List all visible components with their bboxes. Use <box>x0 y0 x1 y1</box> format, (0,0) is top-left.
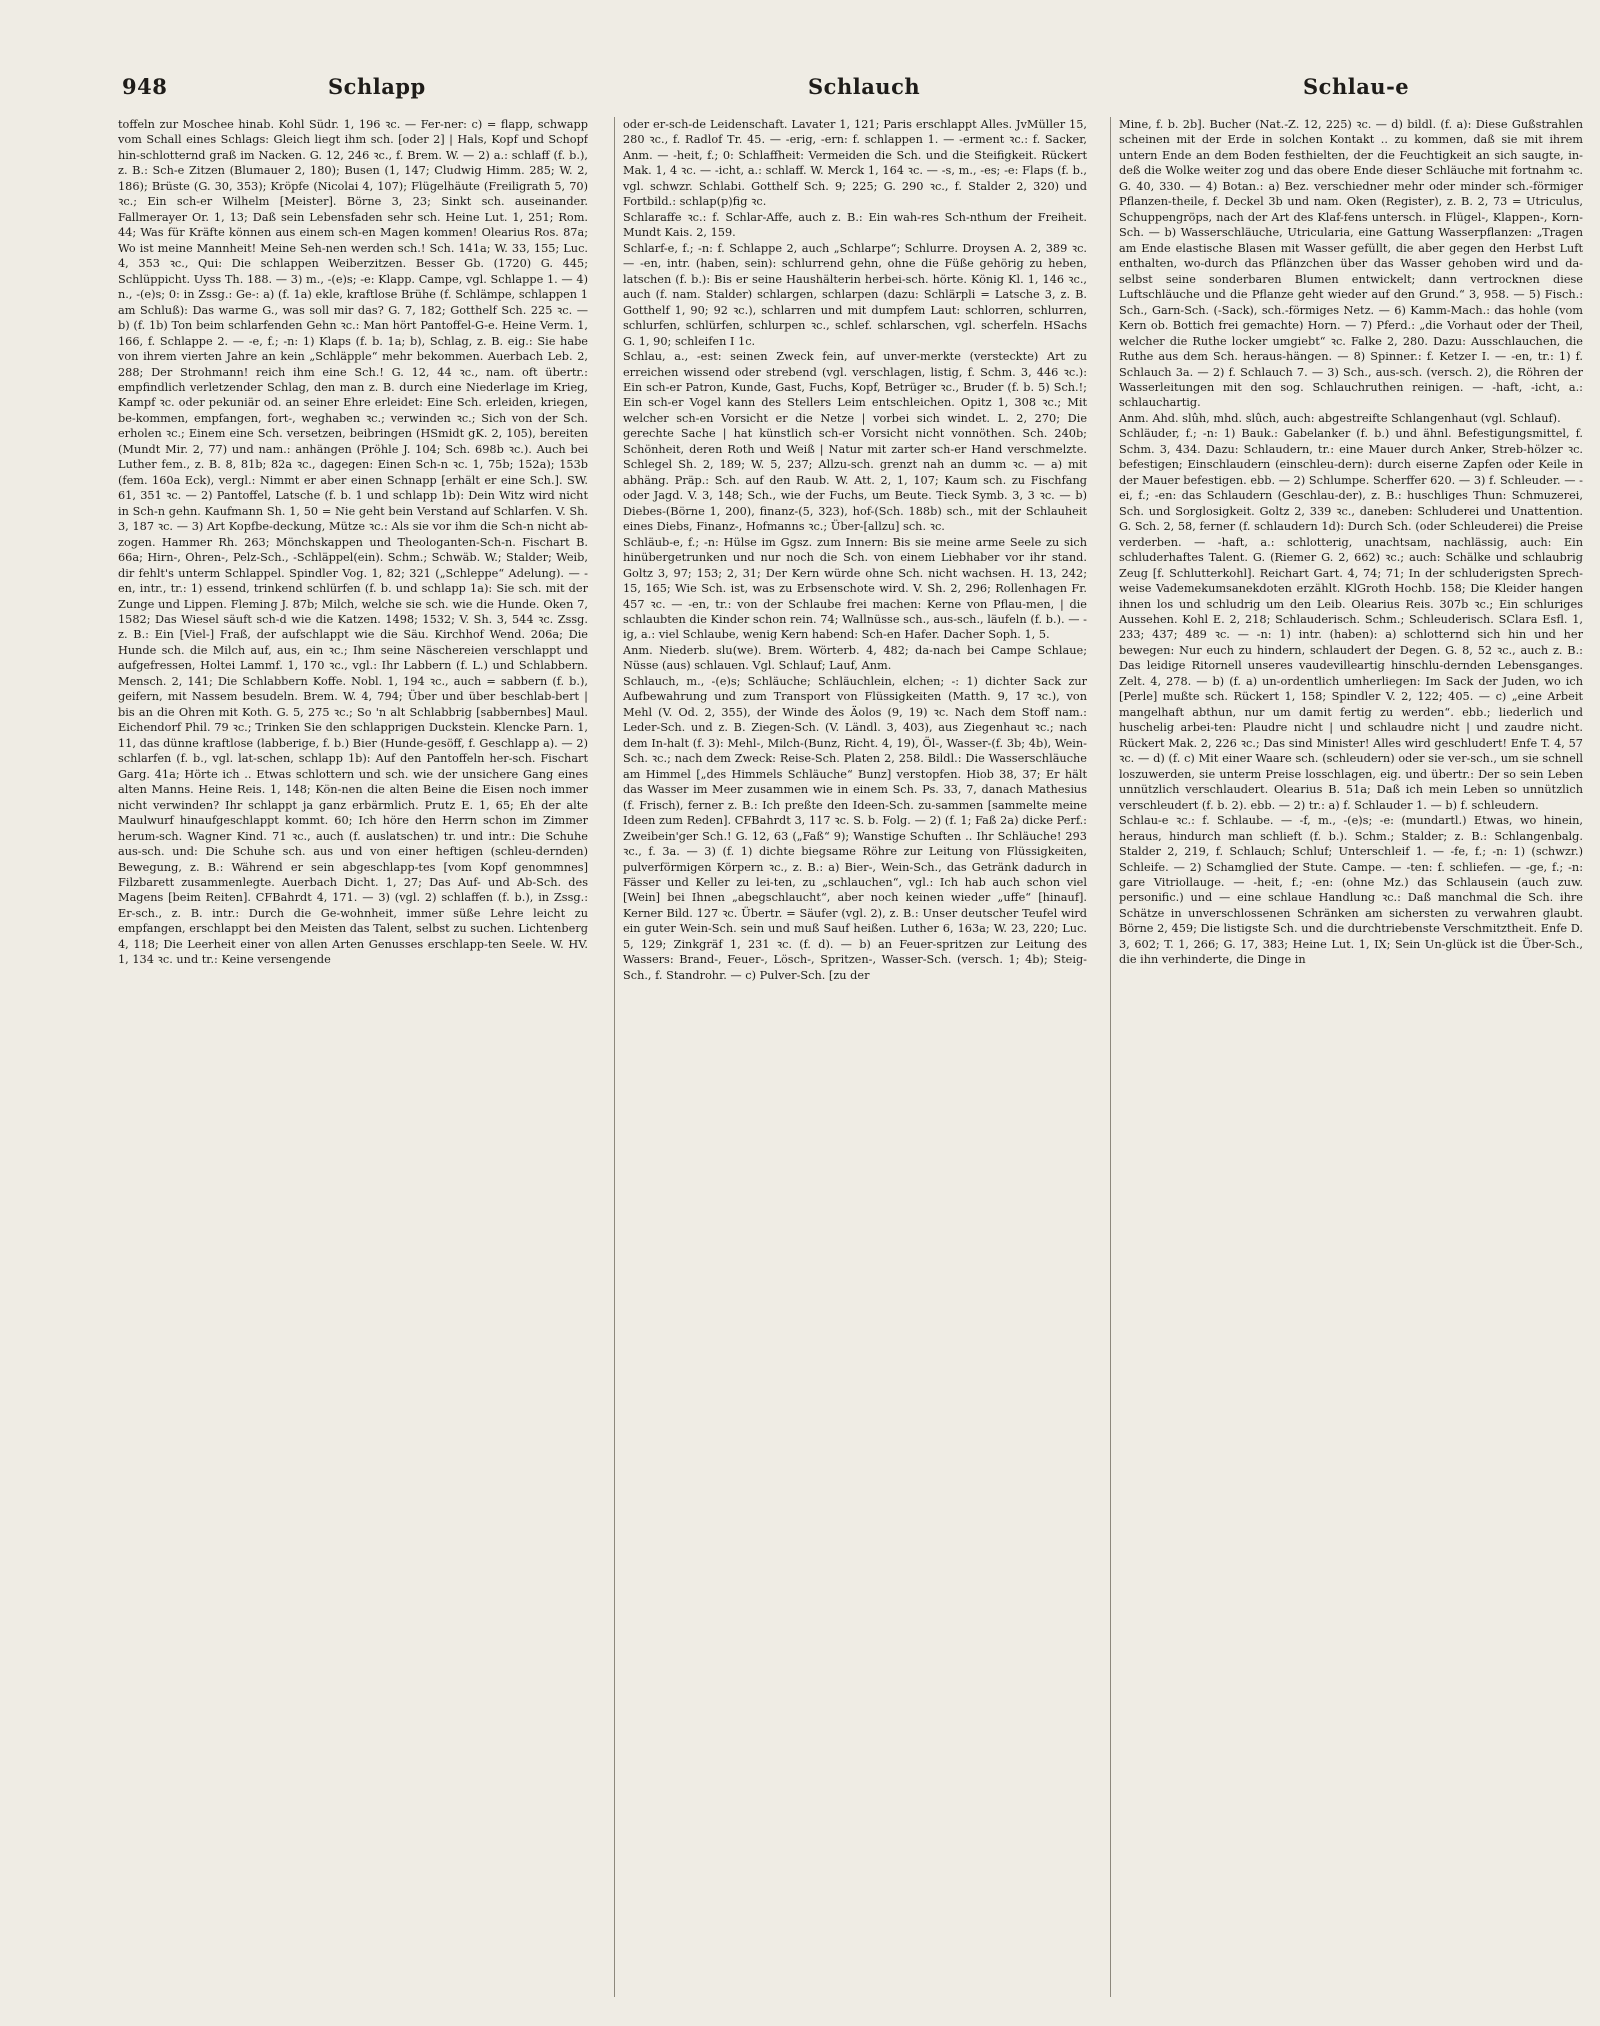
page-header <box>118 74 1578 108</box>
right-running-head: Schlau-e <box>1303 74 1410 99</box>
left-running-head: Schlapp <box>328 74 426 99</box>
paragraph: Schlau-e ꝛc.: f. Schlaube. — -f, m., -(e)s; -e: (mundartl.) Etwas, wo hinein, heraus, hindurch man schlieft (f. b.). Schm.; Stalder; z. B.: Schlangenbalg. Stalder 2, 219, f. Schlauch; Schluf; Unterschleif 1. — -fe, f.; -n: 1) (schwzr.) Schleife. — 2) Schamglied der Stute. Campe. — -ten: f. schliefen. — -ge, f.; -n: gare Vitriollauge. — -heit, f.; -en: (ohne Mz.) das Schlausein (auch zuw. personific.) und — eine schlaue Handlung ꝛc.: Daß manchmal die Sch. ihre Schätze in unverschlossenen Schränken am sichersten zu verwahren glaubt. Börne 2, 459; Die listigste Sch. und die durchtriebenste Verschmitztheit. Enfe D. 3, 602; T. 1, 266; G. 17, 383; Heine Lut. 1, IX; Sein Un-glück ist die Über-Sch., die ihn verhinderte, die Dinge in <box>1119 814 1583 967</box>
paragraph: toffeln zur Moschee hinab. Kohl Südr. 1, 196 ꝛc. — Fer-ner: c) = flapp, schwapp vom Schall eines Schlags: Gleich liegt ihm sch. [oder 2] | Hals, Kopf und Schopf hin-schlotternd graß im Nacken. G. 12, 246 ꝛc., f. Brem. W. — 2) a.: schlaff (f. b.), z. B.: Sch-e Zitzen (Blumauer 2, 180); Busen (1, 147; Cludwig Himm. 285; W. 2, 186); Brüste (G. 30, 353); Kröpfe (Nicolai 4, 107); Flügelhäute (Freiligrath 5, 70) ꝛc.; Ein sch-er Wilhelm [Meister]. Börne 3, 23; Sinkt sch. auseinander. Fallmerayer Or. 1, 13; Daß sein Lebensfaden sehr sch. Heine Lut. 1, 251; Rom. 44; Was für Kräfte können aus einem sch-en Magen kommen! Olearius Ros. 87a; Wo ist meine Mannheit! Meine Seh-nen werden sch.! Sch. 141a; W. 33, 155; Luc. 4, 353 ꝛc., Qui: Die schlappen Weiberzitzen. Besser Gb. (1720) G. 445; Schlüppicht. Uyss Th. 188. — 3) m., -(e)s; -e: Klapp. Campe, vgl. Schlappe 1. — 4) n., -(e)s; 0: in Zssg.: Ge-: a) (f. 1a) ekle, kraftlose Brühe (f. Schlämpe, schlappen 1 am Schluß): Das warme G., was soll mir das? G. 7, 182; Gotthelf Sch. 225 ꝛc. — b) (f. 1b) Ton beim schlarfenden Gehn ꝛc.: Man hört Pantoffel-G-e. Heine Verm. 1, 166, f. Schlappe 2. — -e, f.; -n: 1) Klaps (f. b. 1a; b), Schlag, z. B. eig.: Sie habe von ihrem vierten Jahre an kein „Schläpple“ mehr bekommen. Auerbach Leb. 2, 288; Der Strohmann! reich ihm eine Sch.! G. 12, 44 ꝛc., nam. oft übertr.: empfindlich verletzender Schlag, den man z. B. durch eine Niederlage im Krieg, Kampf ꝛc. oder pekuniär od. an seiner Ehre erleidet: Eine Sch. erleiden, kriegen, be-kommen, empfangen, fort-, weghaben ꝛc.; verwinden ꝛc.; Sich von der Sch. erholen ꝛc.; Einem eine Sch. versetzen, beibringen (HSmidt gK. 2, 105), bereiten (Mundt Mir. 2, 77) und nam.: anhängen (Pröhle J. 104; Sch. 698b ꝛc.). Auch bei Luther fem., z. B. 8, 81b; 82a ꝛc., dagegen: Einen Sch-n ꝛc. 1, 75b; 152a); 153b (fem. 160a Eck), vergl.: Nimmt er aber einen Schnapp [erhält er eine Sch.]. SW. 61, 351 ꝛc. — 2) Pantoffel, Latsche (f. b. 1 und schlapp 1b): Dein Witz wird nicht in Sch-n gehn. Kaufmann Sh. 1, 50 = Nie geht bein Verstand auf Schlarfen. V. Sh. 3, 187 ꝛc. — 3) Art Kopfbe-deckung, Mütze ꝛc.: Als sie vor ihm die Sch-n nicht ab-zogen. Hammer Rh. 263; Mönchskappen und Theologanten-Sch-n. Fischart B. 66a; Hirn-, Ohren-, Pelz-Sch., -Schläppel(ein). Schm.; Schwäb. W.; Stalder; Weib, dir fehlt's unterm Schlappel. Spindler Vog. 1, 82; 321 („Schleppe“ Adelung). — -en, intr., tr.: 1) essend, trinkend schlürfen (f. b. und schlapp 1a): Sie sch. mit der Zunge und Lippen. Fleming J. 87b; Milch, welche sie sch. wie die Hunde. Oken 7, 1582; Das Wiesel säuft sch-d wie die Katzen. 1498; 1532; V. Sh. 3, 544 ꝛc. Zssg. z. B.: Ein [Viel-] Fraß, der aufschlappt wie die Säu. Kirchhof Wend. 206a; Die Hunde sch. die Milch auf, aus, ein ꝛc.; Ihm seine Näschereien verschlappt und aufgefressen, Holtei Lammf. 1, 170 ꝛc., vgl.: Ihr Labbern (f. L.) und Schlabbern. Mensch. 2, 141; Die Schlabbern Koffe. Nobl. 1, 194 ꝛc., auch = sabbern (f. b.), geifern, mit Nassem besudeln. Brem. W. 4, 794; Über und über beschlab-bert | bis an die Ohren mit Koth. G. 5, 275 ꝛc.; So 'n alt Schlabbrig [sabbernbes] Maul. Eichendorf Phil. 79 ꝛc.; Trinken Sie den schlapprigen Duckstein. Klencke Parn. 1, 11, das dünne kraftlose (labberige, f. b.) Bier (Hunde-gesöff, f. Geschlapp a). — 2) schlarfen (f. b., vgl. lat-schen, schlapp 1b): Auf den Pantoffeln her-sch. Fischart Garg. 41a; Hörte ich .. Etwas schlottern und sch. wie der unsichere Gang eines alten Manns. Heine Reis. 1, 148; Kön-nen die alten Beine die Eisen noch immer nicht verwinden? Ihr schlappt ja ganz erbärmlich. Prutz E. 1, 65; Eh der alte Maulwurf hinaufgeschlappt kommt. 60; Ich höre den Herrn schon im Zimmer herum-sch. Wagner Kind. 71 ꝛc., auch (f. auslatschen) tr. und intr.: Die Schuhe aus-sch. und: Die Schuhe sch. aus und von einer heftigen (schleu-dernden) Bewegung, z. B.: Während er sein abgeschlapp-tes [vom Kopf genommnes] Filzbarett zusammenlegte. Auerbach Dicht. 1, 27; Das Auf- und Ab-Sch. des Magens [beim Reiten]. CFBahrdt 4, 171. — 3) (vgl. 2) schlaffen (f. b.), in Zssg.: Er-sch., z. B. intr.: Durch die Ge-wohnheit, immer süße Lehre leicht zu empfangen, erschlappt bei den Meisten das Talent, selbst zu suchen. Lichtenberg 4, 118; Die Leerheit einer von allen Arten Genusses erschlapp-ten Seele. W. HV. 1, 134 ꝛc. und tr.: Keine versengende <box>118 118 588 967</box>
paragraph: Schläub-e, f.; -n: Hülse im Ggsz. zum Innern: Bis sie meine arme Seele zu sich hinübergetrunken und nur noch die Sch. von einem Liebhaber vor ihr stand. Goltz 3, 97; 153; 2, 31; Der Kern würde ohne Sch. nicht wachsen. H. 13, 242; 15, 165; Wie Sch. ist, was zu Erbsenschote wird. V. Sh. 2, 296; Rollenhagen Fr. 457 ꝛc. — -en, tr.: von der Schlaube frei machen: Kerne von Pflau-men, | die schlaubten die Kinder schon rein. 74; Wallnüsse sch., aus-sch., läufeln (f. b.). — -ig, a.: viel Schlaube, wenig Kern habend: Sch-en Hafer. Dacher Soph. 1, 5. <box>623 535 1087 642</box>
column-left <box>118 117 588 1997</box>
column-right <box>1110 117 1583 1997</box>
column-middle <box>614 117 1087 1997</box>
text-columns <box>118 117 1583 1997</box>
center-running-head: Schlauch <box>808 74 921 99</box>
paragraph: Anm. Ahd. slûh, mhd. slûch, auch: abgestreifte Schlangenhaut (vgl. Schlauf). <box>1119 411 1561 425</box>
paragraph: Schlauch, m., -(e)s; Schläuche; Schläuchlein, elchen; -: 1) dichter Sack zur Aufbewahrung und zum Transport von Flüssigkeiten (Matth. 9, 17 ꝛc.), von Mehl (V. Od. 2, 355), der Winde des Äolos (9, 19) ꝛc. Nach dem Stoff nam.: Leder-Sch. und z. B. Ziegen-Sch. (V. Ländl. 3, 403), aus Ziegenhaut ꝛc.; nach dem In-halt (f. 3): Mehl-, Milch-(Bunz, Richt. 4, 19), Öl-, Wasser-(f. 3b; 4b), Wein-Sch. ꝛc.; nach dem Zweck: Reise-Sch. Platen 2, 258. Bildl.: Die Wasserschläuche am Himmel [„des Himmels Schläuche“ Bunz] verstopfen. Hiob 38, 37; Er hält das Wasser im Meer zusammen wie in einem Sch. Ps. 33, 7, danach Mathesius (f. Frisch), ferner z. B.: Ich preßte den Ideen-Sch. zu-sammen [sammelte meine Ideen zum Reden]. CFBahrdt 3, 117 ꝛc. S. b. Folg. — 2) (f. 1; Faß 2a) dicke Perf.: Zweibein'ger Sch.! G. 12, 63 („Faß“ 9); Wanstige Schuften .. Ihr Schläuche! 293 ꝛc., f. 3a. — 3) (f. 1) dichte biegsame Röhre zur Leitung von Flüssigkeiten, pulverförmigen Körpern ꝛc., z. B.: a) Bier-, Wein-Sch., das Getränk dadurch in Fässer und Keller zu lei-ten, zu „schlauchen“, vgl.: Ich hab auch schon viel [Wein] bei Ihnen „abegschlaucht“, aber noch keinen wieder „uffe“ [hinauf]. Kerner Bild. 127 ꝛc. Übertr. = Säufer (vgl. 2), z. B.: Unser deutscher Teufel wird ein guter Wein-Sch. sein und muß Sauf heißen. Luther 6, 163a; W. 23, 220; Luc. 5, 129; Zinkgräf 1, 231 ꝛc. (f. d). — b) an Feuer-spritzen zur Leitung des Wassers: Brand-, Feuer-, Lösch-, Spritzen-, Wasser-Sch. (versch. 1; 4b); Steig-Sch., f. Standrohr. — c) Pulver-Sch. [zu der <box>623 674 1087 982</box>
paragraph: Schlarf-e, f.; -n: f. Schlappe 2, auch „Schlarpe“; Schlurre. Droysen A. 2, 389 ꝛc. — -en, intr. (haben, sein): schlurrend gehn, ohne die Füße gehörig zu heben, latschen (f. b.): Bis er seine Haushälterin herbei-sch. hörte. König Kl. 1, 146 ꝛc., auch (f. nam. Stalder) schlargen, schlarpen (dazu: Schlärpli = Latsche 3, z. B. Gotthelf 1, 90; 92 ꝛc.), schlarren und mit dumpfem Laut: schlorren, schlurren, schlurfen, schlürfen, schlurpen ꝛc., schlef. schlarschen, vgl. scherfeln. HSachs G. 1, 90; schleifen I 1c. <box>623 241 1087 348</box>
paragraph: Anm. Niederb. slu(we). Brem. Wörterb. 4, 482; da-nach bei Campe Schlaue; Nüsse (aus) schlauen. Vgl. Schlauf; Lauf, Anm. <box>623 643 1087 673</box>
page-number: 948 <box>122 74 168 99</box>
paragraph: Mine, f. b. 2b]. Bucher (Nat.-Z. 12, 225) ꝛc. — d) bildl. (f. a): Diese Gußstrahlen scheinen mit der Erde in solchen Kontakt .. zu kommen, daß sie mit ihrem untern Ende an dem Boden festhielten, der die Feuchtigkeit an sich saugte, in-deß die Wolke weiter zog und das obere Ende dieser Schläuche mit fortnahm ꝛc. G. 40, 330. — 4) Botan.: a) Bez. verschiedner mehr oder minder sch.-förmiger Pflanzen-theile, f. Deckel 3b und nam. Oken (Register), z. B. 2, 73 = Utriculus, Schuppengröps, nach der Art des Klaf-fens untersch. in Flügel-, Klappen-, Korn-Sch. — b) Wasserschläuche, Utricularia, eine Gattung Wasserpflanzen: „Tragen am Ende elastische Blasen mit Wasser gefüllt, die aber gegen den Herbst Luft enthalten, wo-durch das Pflänzchen über das Wasser gehoben wird und da-selbst seine sonderbaren Blumen entwickelt; dann vertrocknen diese Luftschläuche und die Pflanze geht wieder auf den Grund.“ 3, 958. — 5) Fisch.: Sch., Garn-Sch. (-Sack), sch.-förmiges Netz. — 6) Kamm-Mach.: das hohle (vom Kern ob. Bottich frei gemachte) Horn. — 7) Pferd.: „die Vorhaut oder der Theil, welcher die Ruthe locker umgiebt“ ꝛc. Falke 2, 280. Dazu: Ausschlauchen, die Ruthe aus dem Sch. heraus-hängen. — 8) Spinner.: f. Ketzer I. — -en, tr.: 1) f. Schlauch 3a. — 2) f. Schlauch 7. — 3) Sch., aus-sch. (versch. 2), die Röhren der Wasserleitungen mit den sog. Schlauchruthen reinigen. — -haft, -icht, a.: schlauchartig. <box>1119 118 1583 410</box>
paragraph: oder er-sch-de Leidenschaft. Lavater 1, 121; Paris erschlappt Alles. JvMüller 15, 280 ꝛc., f. Radlof Tr. 45. — -erig, -ern: f. schlappen 1. — -erment ꝛc.: f. Sacker, Anm. — -heit, f.; 0: Schlaffheit: Vermeiden die Sch. und die Steifigkeit. Rückert Mak. 1, 4 ꝛc. — -icht, a.: schlaff. W. Merck 1, 164 ꝛc. — -s, m., -es; -e: Flaps (f. b., vgl. schwzr. Schlabi. Gotthelf Sch. 9; 225; G. 290 ꝛc., f. Stalder 2, 320) und Fortbild.: schlap(p)fig ꝛc. <box>623 118 1087 209</box>
paragraph: Schläuder, f.; -n: 1) Bauk.: Gabelanker (f. b.) und ähnl. Befestigungsmittel, f. Schm. 3, 434. Dazu: Schlaudern, tr.: eine Mauer durch Anker, Streb-hölzer ꝛc. befestigen; Einschlaudern (einschleu-dern): durch eiserne Zapfen oder Keile in der Mauer befestigen. ebb. — 2) Schlumpe. Scherffer 620. — 3) f. Schleuder. — -ei, f.; -en: das Schlaudern (Geschlau-der), z. B.: huschliges Thun: Schmuzerei, Sch. und Sorglosigkeit. Goltz 2, 339 ꝛc., daneben: Schluderei und Unattention. G. Sch. 2, 58, ferner (f. schlaudern 1d): Durch Sch. (oder Schleuderei) die Preise verderben. — -haft, a.: schlotterig, unachtsam, nachlässig, auch: Ein schluderhaftes Talent. G. (Riemer G. 2, 662) ꝛc.; auch: Schälke und schlaubrig Zeug [f. Schlutterkohl]. Reichart Gart. 4, 74; 71; In der schluderigsten Sprech-weise Vademekumsanekdoten erzählt. KlGroth Hochb. 158; Die Kleider hangen ihnen los und schludrig um den Leib. Olearius Reis. 307b ꝛc.; Ein schluriges Aussehen. Kohl E. 2, 218; Schlauderisch. Schm.; Schleuderisch. SClara Esfl. 1, 233; 437; 489 ꝛc. — -n: 1) intr. (haben): a) schlotternd sich hin und her bewegen: Nur euch zu hindern, schlaudert der Degen. G. 8, 52 ꝛc., auch z. B.: Das leidige Ritornell unseres vaudevilleartig hinschlu-dernden Lebensganges. Zelt. 4, 278. — b) (f. a) un-ordentlich umherliegen: Im Sack der Juden, wo ich [Perle] mußte sch. Rückert 1, 158; Spindler V. 2, 122; 405. — c) „eine Arbeit mangelhaft abthun, nur um damit fertig zu werden“. ebb.; liederlich und huschelig arbei-ten: Plaudre nicht | und schlaudre nicht | und zaudre nicht. Rückert Mak. 2, 226 ꝛc.; Das sind Minister! Alles wird geschludert! Enfe T. 4, 57 ꝛc. — d) (f. c) Mit einer Waare sch. (schleudern) oder sie ver-sch., um sie schnell loszuwerden, sie unterm Preise losschlagen, eig. und übertr.: Der so sein Leben unnützlich verschlaudert. Olearius B. 51a; Daß ich mein Leben so unnützlich verschleudert (f. b. 2). ebb. — 2) tr.: a) f. Schlauder 1. — b) f. schleudern. <box>1119 427 1583 812</box>
paragraph: Schlaraffe ꝛc.: f. Schlar-Affe, auch z. B.: Ein wah-res Sch-nthum der Freiheit. Mundt Kais. 2, 159. <box>623 210 1087 240</box>
paragraph: Schlau, a., -est: seinen Zweck fein, auf unver-merkte (versteckte) Art zu erreichen wissend oder strebend (vgl. verschlagen, listig, f. Schm. 3, 446 ꝛc.): Ein sch-er Patron, Kunde, Gast, Fuchs, Kopf, Betrüger ꝛc., Bruder (f. b. 5) Sch.!; Ein sch-er Vogel kann des Stellers Leim entschleichen. Opitz 1, 308 ꝛc.; Mit welcher sch-en Vorsicht er die Netze | vorbei sich windet. L. 2, 270; Die gerechte Sache | hat künstlich sch-er Vorsicht nicht vonnöthen. Sch. 240b; Schönheit, deren Roth und Weiß | Natur mit zarter sch-er Hand verschmelzte. Schlegel Sh. 2, 189; W. 5, 237; Allzu-sch. grenzt nah an dumm ꝛc. — a) mit abhäng. Präp.: Sch. auf den Raub. W. Att. 2, 1, 107; Kaum sch. zu Fischfang oder Jagd. V. 3, 148; Sch., wie der Fuchs, um Beute. Tieck Symb. 3, 3 ꝛc. — b) Diebes-(Börne 1, 200), finanz-(5, 323), hof-(Sch. 188b) sch., mit der Schlauheit eines Diebs, Finanz-, Hofmanns ꝛc.; Über-[allzu] sch. ꝛc. <box>623 350 1087 534</box>
